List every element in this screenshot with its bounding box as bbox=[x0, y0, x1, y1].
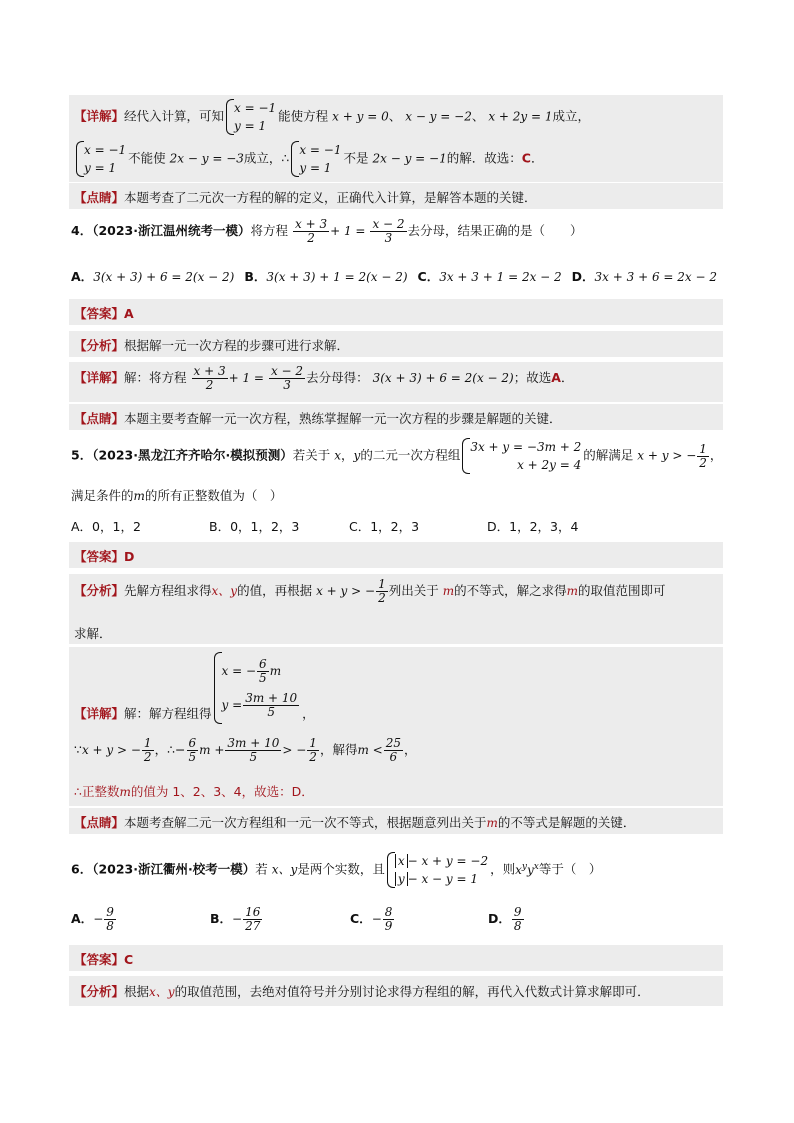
option-d: D． $\frac{9}{8}$ bbox=[488, 905, 522, 933]
q6-options bbox=[71, 906, 525, 933]
fraction: $\frac{25}{6}$ bbox=[385, 736, 401, 764]
question-source: （2023·浙江温州统考一模） bbox=[92, 223, 251, 238]
q5-comment: 【点睛】本题考查解二元一次方程组和一元一次不等式，根据题意列出关于m的不等式是解题的关键． bbox=[74, 815, 636, 830]
q6-answer-box bbox=[69, 945, 723, 971]
q5-solution-system: x = − $\frac{6}{5}$ m y = $\frac{3m + 10}{5}$ bbox=[214, 652, 301, 724]
q5-options bbox=[71, 517, 578, 535]
q3-system: x = −1 y = 1 bbox=[226, 99, 276, 135]
detail-tag: 【详解】 bbox=[74, 108, 125, 124]
q5-answer-box bbox=[69, 542, 723, 568]
fraction: $\frac{6}{5}$ bbox=[188, 736, 197, 764]
q5-analysis-line1: 【分析】先解方程组求得x、y的值，再根据 x + y > − $\frac{1}{2}$ 列出关于 m的不等式，解之求得m的取值范围即可 bbox=[74, 577, 666, 605]
q4-comment: 【点睛】本题主要考查解一元一次方程，熟练掌握解一元一次方程的步骤是解题的关键． bbox=[74, 411, 562, 426]
q5-system: 3x + y = −3m + 2 x + 2y = 4 bbox=[462, 438, 581, 474]
fraction: $\frac{1}{2}$ bbox=[378, 577, 386, 605]
fraction: $\frac{x - 2}{3}$ bbox=[372, 217, 405, 245]
q5-answer: 【答案】D bbox=[74, 549, 135, 564]
fraction: $\frac{1}{2}$ bbox=[699, 441, 707, 470]
q5-detail-line2: ∵x + y > − $\frac{1}{2}$ ，∴− $\frac{6}{5}$ m + $\frac{3m + 10}{5}$ > − $\frac{1}{2}$ ，解得m < $\frac{25}{6}$ ， bbox=[74, 736, 417, 764]
q4-detail: 【详解】解：将方程 $\frac{x + 3}{2}$ + 1 = $\frac{x - 2}{3}$ 去分母得： 3(x + 3) + 6 = 2(x − 2)；故选A． bbox=[74, 364, 574, 392]
q3-detail-line1: 【详解】经代入计算，可知 x = −1 y = 1 能使方程 x + y = 0、 x − y = −2、 x + 2y = 1成立， bbox=[74, 101, 591, 133]
q6-system: x − x + y = −2 y − x − y = 1 bbox=[387, 852, 488, 888]
option-b: B．− $\frac{16}{27}$ bbox=[210, 905, 261, 933]
q4-answer-box bbox=[69, 299, 723, 325]
option-c: 3x + 3 + 1 = 2x − 2 bbox=[439, 270, 562, 284]
option-b: B．0，1，2，3 bbox=[209, 519, 300, 534]
fraction: $\frac{x + 3}{2}$ bbox=[295, 217, 328, 245]
option-a: A．− $\frac{9}{8}$ bbox=[71, 905, 114, 933]
option-a: A．0，1，2 bbox=[71, 519, 141, 534]
fraction: $\frac{x - 2}{3}$ bbox=[270, 364, 304, 392]
equation: 2x − y = −1 bbox=[372, 151, 447, 166]
option-a: 3(x + 3) + 6 = 2(x − 2) bbox=[93, 270, 235, 284]
q5-detail-line3: ∴正整数m的值为 1、2、3、4，故选：D． bbox=[74, 784, 314, 799]
fraction: $\frac{1}{2}$ bbox=[309, 736, 317, 764]
q4-options: A．3(x + 3) + 6 = 2(x − 2) B．3(x + 3) + 1 = 2(x − 2) C．3x + 3 + 1 = 2x − 2 D．3x + 3 + 6 = 2x − 2 bbox=[71, 269, 717, 284]
option-d: D．1，2，3，4 bbox=[487, 519, 579, 534]
q5-analysis-line2: 求解． bbox=[74, 626, 112, 641]
equation: 2x − y = −3 bbox=[169, 151, 244, 166]
q5-stem-line1: 5．（2023·黑龙江齐齐哈尔·模拟预测）若关于 x，y的二元一次方程组 3x + y = −3m + 2 x + 2y = 4 的解满足 x + y > − $\frac{1}{2}$ ， bbox=[71, 440, 723, 472]
question-number: 4． bbox=[71, 223, 93, 238]
q6-analysis: 【分析】根据x、y的取值范围，去绝对值符号并分别讨论求得方程组的解，再代入代数式计算求解即可． bbox=[74, 984, 650, 999]
expression: $x^yy^x$ bbox=[515, 861, 539, 877]
q3-comment: 【点睛】本题考查了二元次一方程的解的定义，正确代入计算，是解答本题的关键． bbox=[74, 190, 537, 205]
option-c: C．1，2，3 bbox=[349, 519, 420, 534]
option-b: 3(x + 3) + 1 = 2(x − 2) bbox=[266, 270, 408, 284]
q4-answer: 【答案】A bbox=[74, 306, 134, 321]
q6-stem: 6．（2023·浙江衢州·校考一模）若 x、y是两个实数，且 x − x + y = −2 y − x − y = 1 ，则$x^yy^x$等于（ ） bbox=[71, 854, 602, 886]
q3-system: x = −1 y = 1 bbox=[76, 141, 126, 177]
equation: x + y = 0 bbox=[332, 109, 389, 124]
fraction: $\frac{1}{2}$ bbox=[143, 736, 152, 764]
equation: x + 2y = 1 bbox=[488, 109, 553, 124]
option-c: C．− $\frac{8}{9}$ bbox=[350, 905, 393, 933]
comment-tag: 【点睛】 bbox=[74, 190, 125, 205]
q3-detail-line2: x = −1 y = 1 不能使 2x − y = −3成立，∴ x = −1 y = 1 不是 2x − y = −1的解．故选：C． bbox=[74, 141, 543, 177]
q4-analysis: 【分析】根据解一元一次方程的步骤可进行求解． bbox=[74, 338, 350, 353]
answer-choice: C bbox=[521, 150, 531, 166]
q5-stem-line2: 满足条件的m的所有正整数值为（ ） bbox=[71, 488, 283, 503]
q4-stem: 4．（2023·浙江温州统考一模）将方程 $\frac{x + 3}{2}$ + 1 = $\frac{x - 2}{3}$ 去分母，结果正确的是（ ） bbox=[71, 217, 583, 245]
q5-detail-line1: 【详解】解：解方程组得 x = − $\frac{6}{5}$ m y = $\frac{3m + 10}{5}$ ， bbox=[74, 652, 315, 724]
equation: x − y = −2 bbox=[405, 109, 472, 124]
fraction: $\frac{3m + 10}{5}$ bbox=[227, 736, 280, 764]
fraction: $\frac{x + 3}{2}$ bbox=[193, 364, 226, 392]
q3-system: x = −1 y = 1 bbox=[291, 141, 341, 177]
option-d: 3x + 3 + 6 = 2x − 2 bbox=[594, 270, 717, 284]
q6-answer: 【答案】C bbox=[74, 952, 134, 967]
